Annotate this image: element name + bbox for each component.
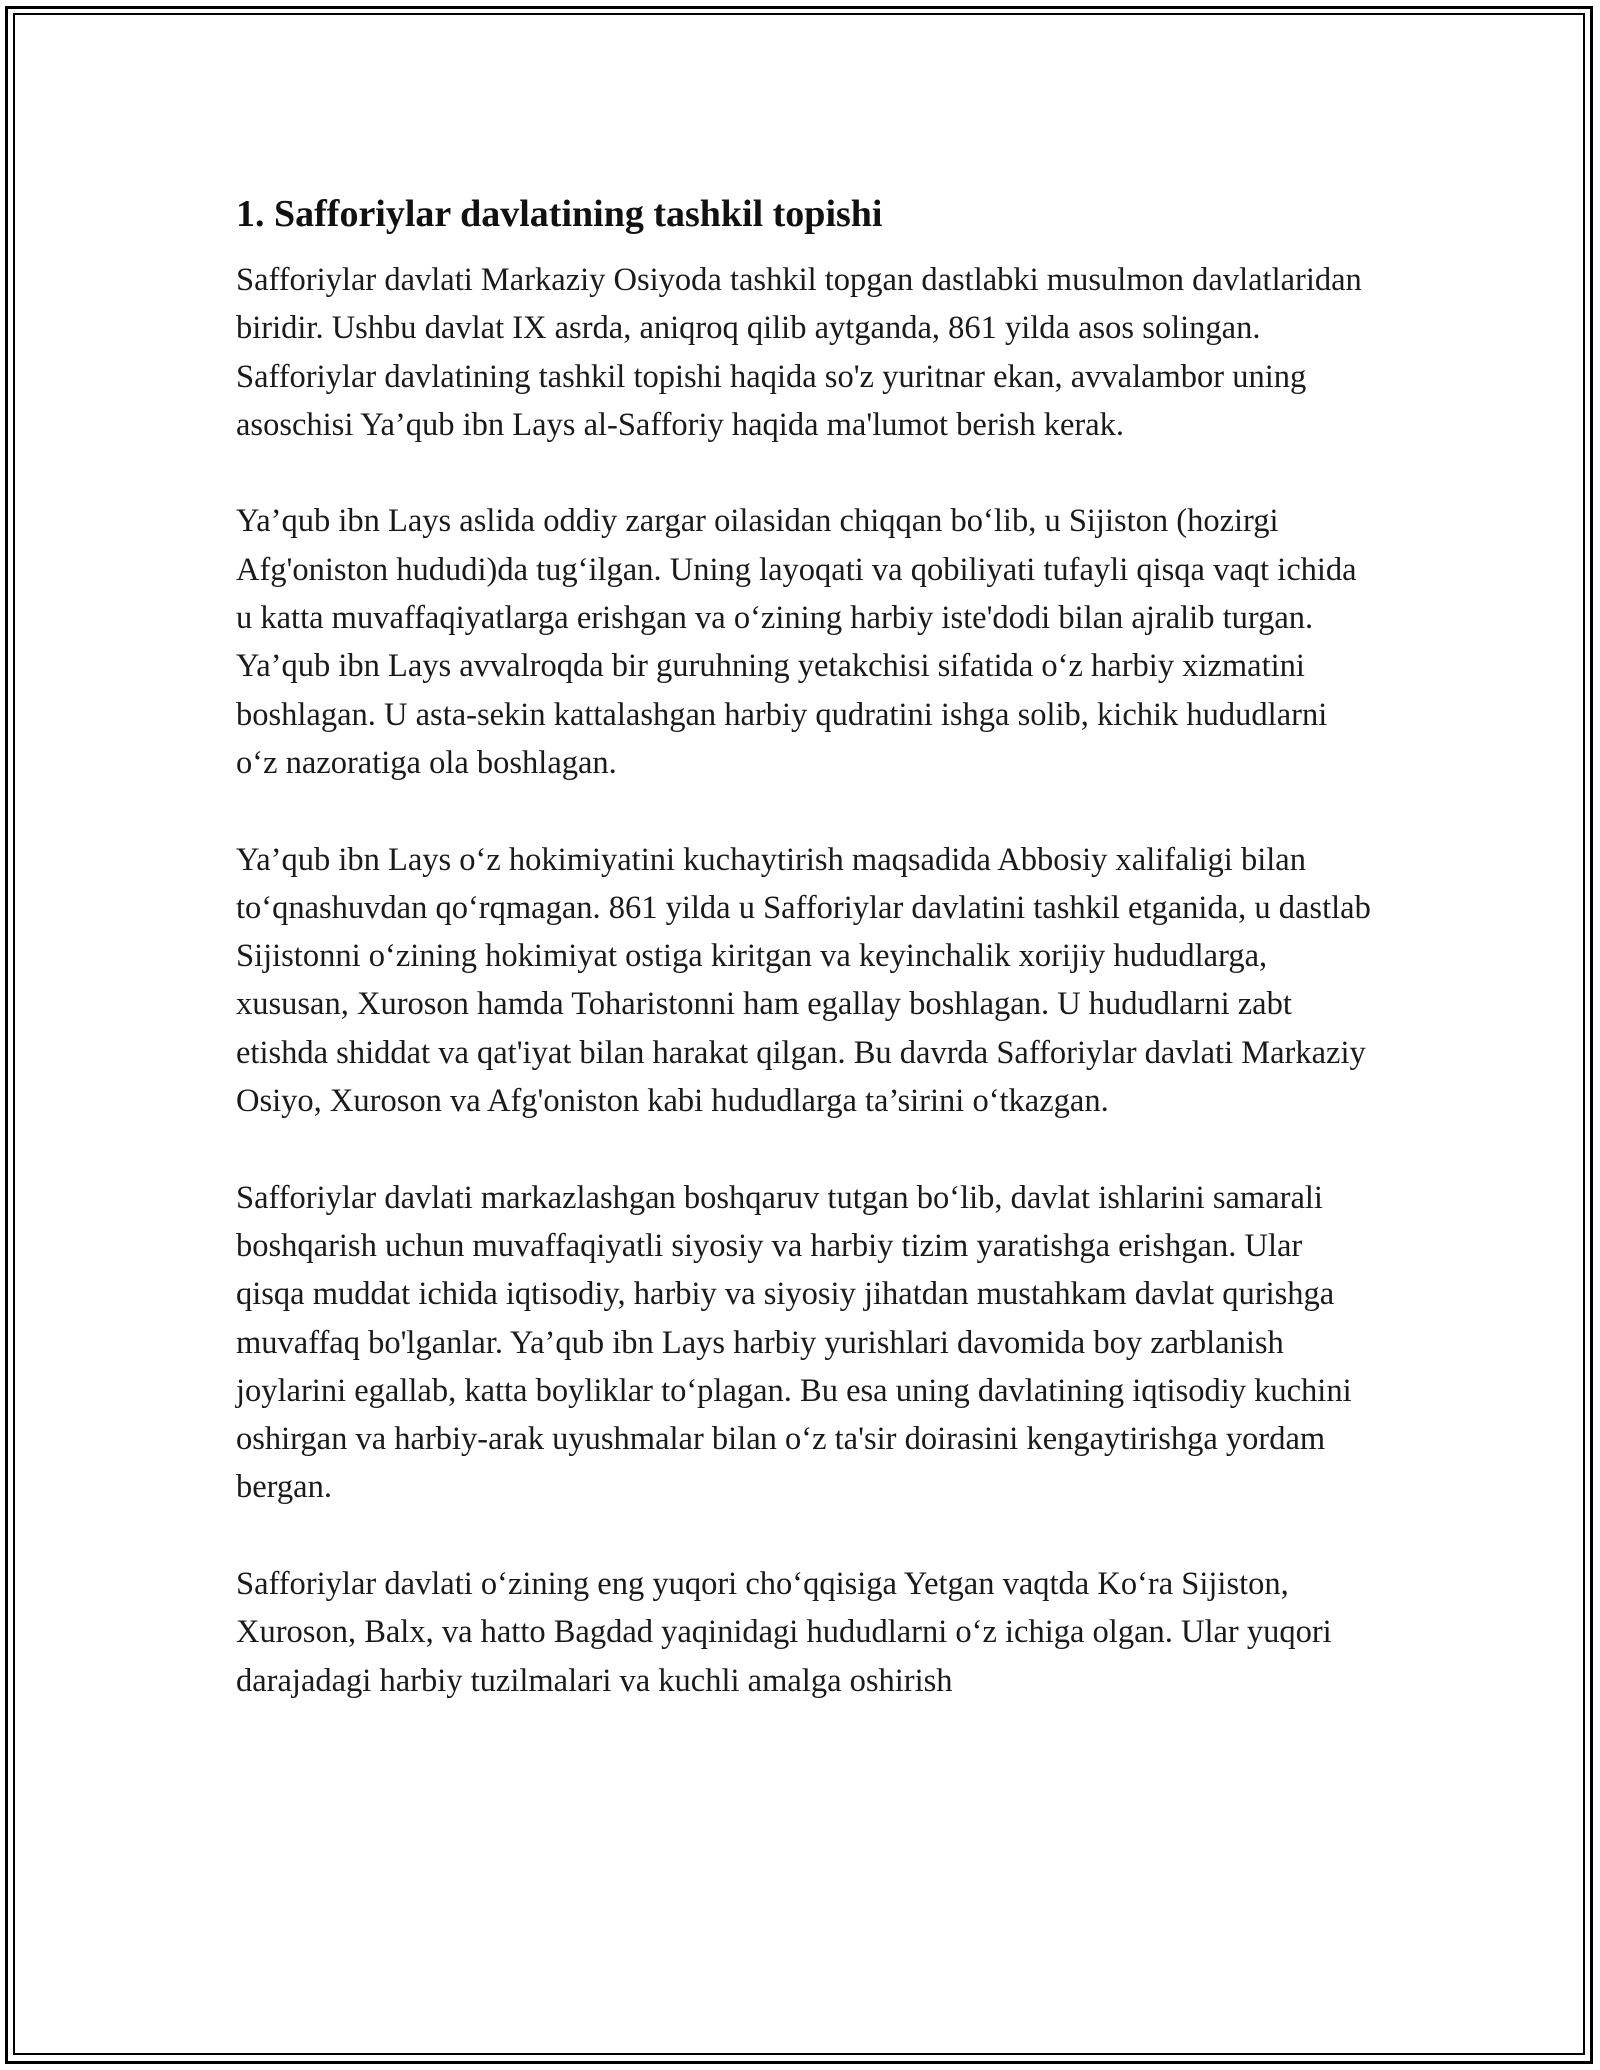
paragraph-2: Ya’qub ibn Lays aslida oddiy zargar oilasidan chiqqan bo‘lib, u Sijiston (hozirgi Afg'oniston hududi)da tug‘ilgan. Uning layoqati va qobiliyati tufayli qisqa vaqt ichida u katta muvaffaqiyatlarga erishgan va o‘zining harbiy iste'dodi bilan ajralib turgan. Ya’qub ibn Lays avvalroqda bir guruhning yetakchisi sifatida o‘z harbiy xizmatini boshlagan. U asta-sekin kattalashgan harbiy qudratini ishga solib, kichik hududlarni o‘z nazoratiga ola boshlagan. — [236, 503, 1357, 781]
paragraph-1: Safforiylar davlati Markaziy Osiyoda tashkil topgan dastlabki musulmon davlatlaridan biridir. Ushbu davlat IX asrda, aniqroq qilib aytganda, 861 yilda asos solingan. Safforiylar davlatining tashkil topishi haqida so'z yuritnar ekan, avvalambor uning asoschisi Ya’qub ibn Lays al-Safforiy haqida ma'lumot berish kerak. — [236, 262, 1362, 443]
document-body — [236, 186, 1376, 1753]
section-heading: 1. Safforiylar davlatining tashkil topishi — [236, 193, 883, 235]
paragraph-3: Ya’qub ibn Lays o‘z hokimiyatini kuchaytirish maqsadida Abbosiy xalifaligi bilan to‘qnashuvdan qo‘rqmagan. 861 yilda u Safforiylar davlatini tashkil etganida, u dastlab Sijistonni o‘zining hokimiyat ostiga kiritgan va keyinchalik xorijiy hududlarga, xususan, Xuroson hamda Toharistonni ham egallay boshlagan. U hududlarni zabt etishda shiddat va qat'iyat bilan harakat qilgan. Bu davrda Safforiylar davlati Markaziy Osiyo, Xuroson va Afg'oniston kabi hududlarga ta’sirini o‘tkazgan. — [236, 841, 1371, 1120]
paragraph-5: Safforiylar davlati o‘zining eng yuqori cho‘qqisiga Yetgan vaqtda Ko‘ra Sijiston, Xuroson, Balx, va hatto Bagdad yaqinidagi hududlarni o‘z ichiga olgan. Ular yuqori darajadagi harbiy tuzilmalari va kuchli amalga oshirish — [236, 1566, 1332, 1699]
paragraph-4: Safforiylar davlati markazlashgan boshqaruv tutgan bo‘lib, davlat ishlarini samarali boshqarish uchun muvaffaqiyatli siyosiy va harbiy tizim yaratishga erishgan. Ular qisqa muddat ichida iqtisodiy, harbiy va siyosiy jihatdan mustahkam davlat qurishga muvaffaq bo'lganlar. Ya’qub ibn Lays harbiy yurishlari davomida boy zarblanish joylarini egallab, katta boyliklar to‘plagan. Bu esa uning davlatining iqtisodiy kuchini oshirgan va harbiy-arak uyushmalar bilan o‘z ta'sir doirasini kengaytirishga yordam bergan. — [236, 1179, 1352, 1506]
